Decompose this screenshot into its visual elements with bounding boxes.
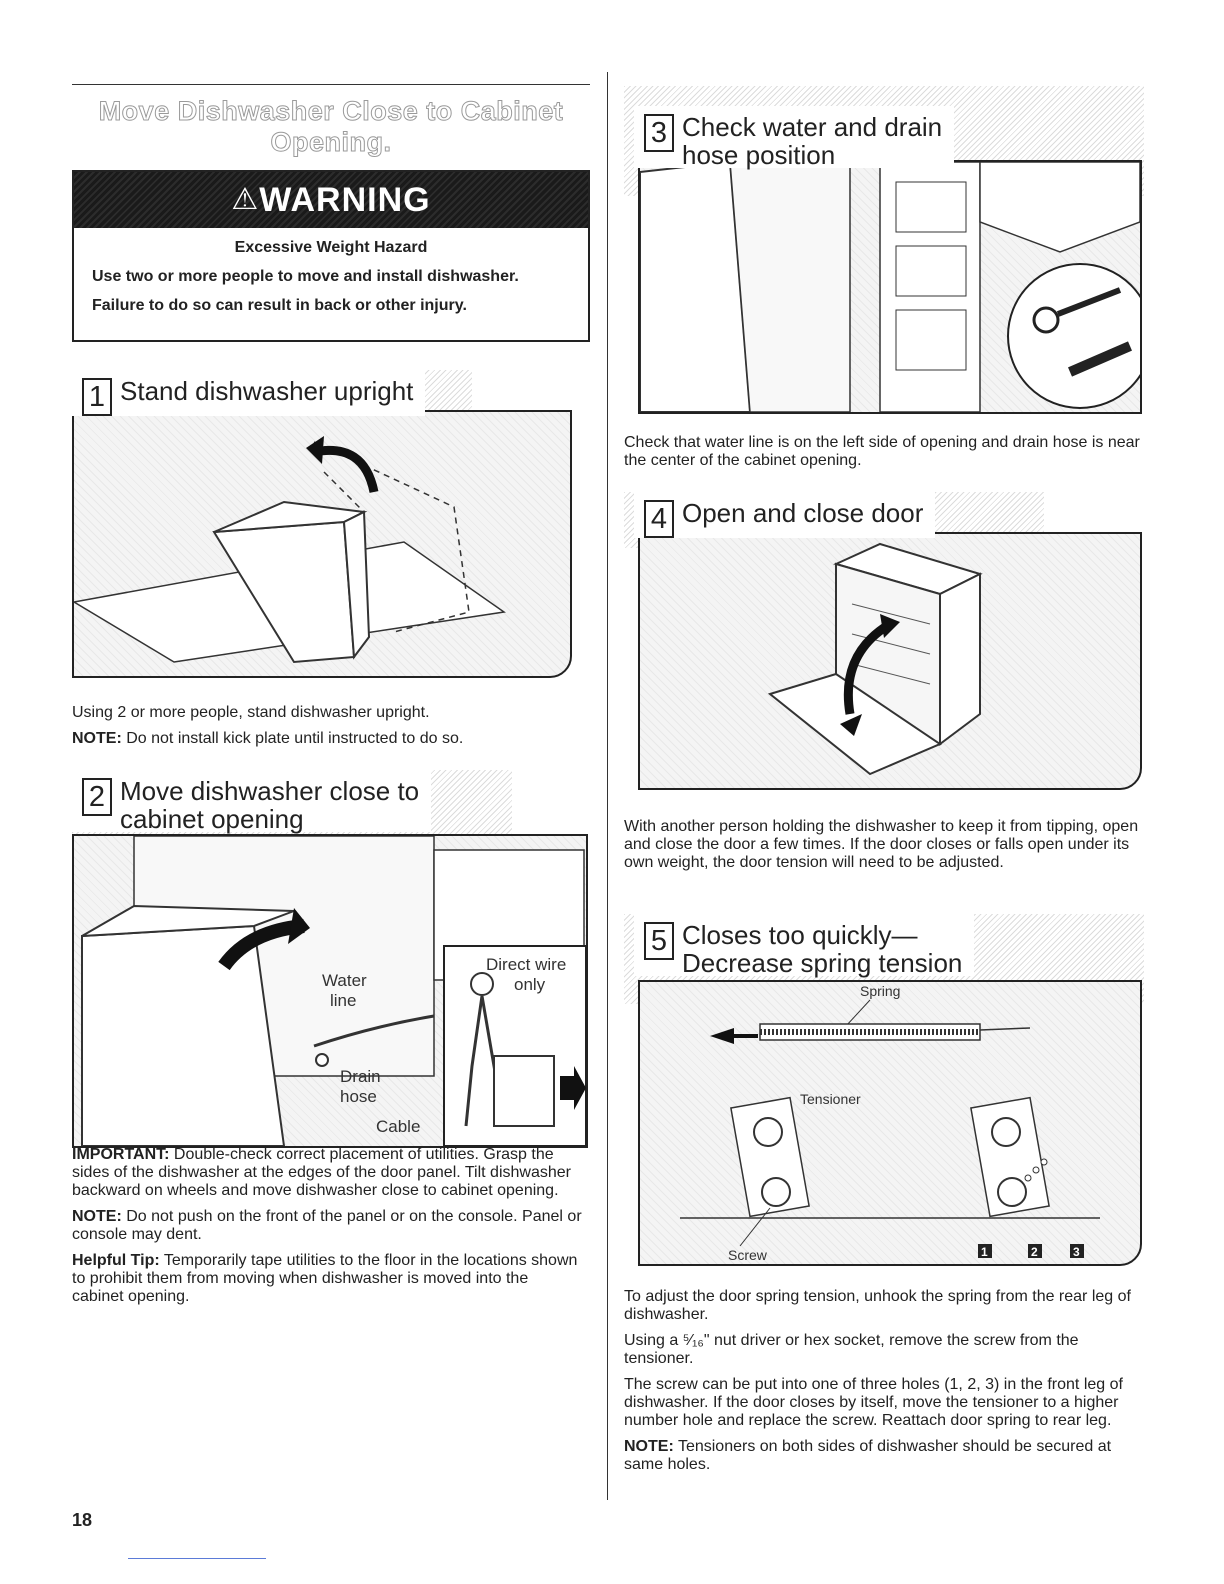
- hose-position-illustration: [640, 162, 1140, 412]
- step-1-number: 1: [82, 378, 112, 416]
- step-2: [72, 770, 590, 1150]
- open-close-door-illustration: [640, 534, 1140, 788]
- step-5-title-line-2: Decrease spring tension: [682, 948, 963, 978]
- step-2-tip: Helpful Tip: Temporarily tape utilities to the floor in the locations shown to prohibit them from moving when dishwasher is moved into the cabinet opening.: [72, 1252, 578, 1305]
- step-5-title-line-1: Closes too quickly—: [682, 920, 918, 950]
- dishwasher-upright-illustration: [74, 412, 570, 676]
- step-4-number: 4: [644, 500, 674, 538]
- step-1-header: [72, 370, 425, 416]
- step-5-header: [634, 914, 974, 976]
- step-4-instruction: With another person holding the dishwasher to keep it from tipping, open and close the door a few times. If the door closes or falls open under its own weight, the door tension will need to be adjusted.: [624, 818, 1139, 871]
- step-1-instruction: Using 2 or more people, stand dishwasher upright.: [72, 704, 430, 721]
- spring-label: Spring: [860, 983, 901, 999]
- step-3-title-line-1: Check water and drain: [682, 112, 943, 142]
- step-1-note: NOTE: Do not install kick plate until instructed to do so.: [72, 730, 464, 747]
- tensioner-label: Tensioner: [800, 1091, 861, 1107]
- step-2-text: [72, 1146, 584, 1314]
- warning-line-1: Use two or more people to move and install dishwasher.: [92, 268, 519, 285]
- step-1-title: Stand dishwasher upright: [120, 376, 414, 406]
- direct-wire-label-2: only: [514, 975, 546, 994]
- step-3-text: [624, 434, 1144, 478]
- step-2-header: [72, 770, 431, 832]
- step-5-figure: [638, 980, 1142, 1266]
- step-3-title-line-2: hose position: [682, 140, 836, 170]
- page-number: 18: [72, 1510, 93, 1530]
- top-rule: [72, 84, 590, 85]
- move-dishwasher-illustration: [74, 836, 586, 1146]
- step-3-header: [634, 106, 954, 168]
- warning-triangle-icon: ⚠: [231, 183, 260, 216]
- hole-2-label: 2: [1031, 1245, 1038, 1259]
- step-2-figure: [72, 834, 588, 1148]
- step-1-figure: [72, 410, 572, 678]
- step-5-instruction-3: The screw can be put into one of three holes (1, 2, 3) in the front leg of dishwasher. If the door closes by itself, move the tensioner to a higher number hole and replace the screw. Reattach door spring to rear leg.: [624, 1376, 1123, 1429]
- drain-hose-label-1: Drain: [340, 1067, 381, 1086]
- step-5-number: 5: [644, 922, 674, 960]
- step-5-note: NOTE: Tensioners on both sides of dishwasher should be secured at same holes.: [624, 1438, 1112, 1473]
- step-2-title-line-1: Move dishwasher close to: [120, 776, 420, 806]
- warning-line-2: Failure to do so can result in back or other injury.: [92, 297, 467, 314]
- warning-label: WARNING: [259, 181, 431, 219]
- step-2-number: 2: [82, 778, 112, 816]
- hole-3-label: 3: [1073, 1245, 1080, 1259]
- step-1-text: [72, 704, 590, 756]
- step-3-number: 3: [644, 114, 674, 152]
- section-title: Move Dishwasher Close to Cabinet Opening.: [98, 96, 564, 157]
- hole-1-label: 1: [981, 1245, 988, 1259]
- step-4: [624, 492, 1144, 792]
- water-line-label-1: Water: [322, 971, 367, 990]
- water-line-label-2: line: [330, 991, 357, 1010]
- step-5-instruction-2: Using a ⁵⁄₁₆" nut driver or hex socket, remove the screw from the tensioner.: [624, 1332, 1079, 1367]
- step-5-text: [624, 1288, 1144, 1482]
- step-4-title: Open and close door: [682, 498, 924, 528]
- step-3-instruction: Check that water line is on the left side of opening and drain hose is near the center of the cabinet opening.: [624, 434, 1140, 469]
- step-5-instruction-1: To adjust the door spring tension, unhook the spring from the rear leg of dishwasher.: [624, 1288, 1131, 1323]
- step-3-figure: [638, 160, 1142, 414]
- column-divider: [607, 72, 608, 1500]
- step-2-important: IMPORTANT: Double-check correct placement of utilities. Grasp the sides of the dishwasher at the edges of the door panel. Tilt dishwasher backward on wheels and move dishwasher close to cabinet opening.: [72, 1146, 571, 1199]
- warning-banner: [74, 172, 588, 228]
- footer-link-rule: [128, 1558, 266, 1559]
- warning-box: [72, 170, 590, 342]
- step-2-title-line-2: cabinet opening: [120, 804, 304, 834]
- warning-heading: Excessive Weight Hazard: [234, 239, 428, 256]
- step-3: [624, 86, 1144, 426]
- direct-wire-label-1: Direct wire: [486, 955, 567, 974]
- step-2-note: NOTE: Do not push on the front of the panel or on the console. Panel or console may dent.: [72, 1208, 582, 1243]
- cable-label: Cable: [376, 1117, 421, 1136]
- screw-label: Screw: [728, 1247, 767, 1263]
- step-5: [624, 914, 1144, 1270]
- drain-hose-label-2: hose: [340, 1087, 377, 1106]
- step-4-text: [624, 818, 1144, 880]
- step-4-figure: [638, 532, 1142, 790]
- step-1: [72, 370, 572, 680]
- spring-tension-illustration: [640, 982, 1140, 1264]
- step-4-header: [634, 492, 935, 538]
